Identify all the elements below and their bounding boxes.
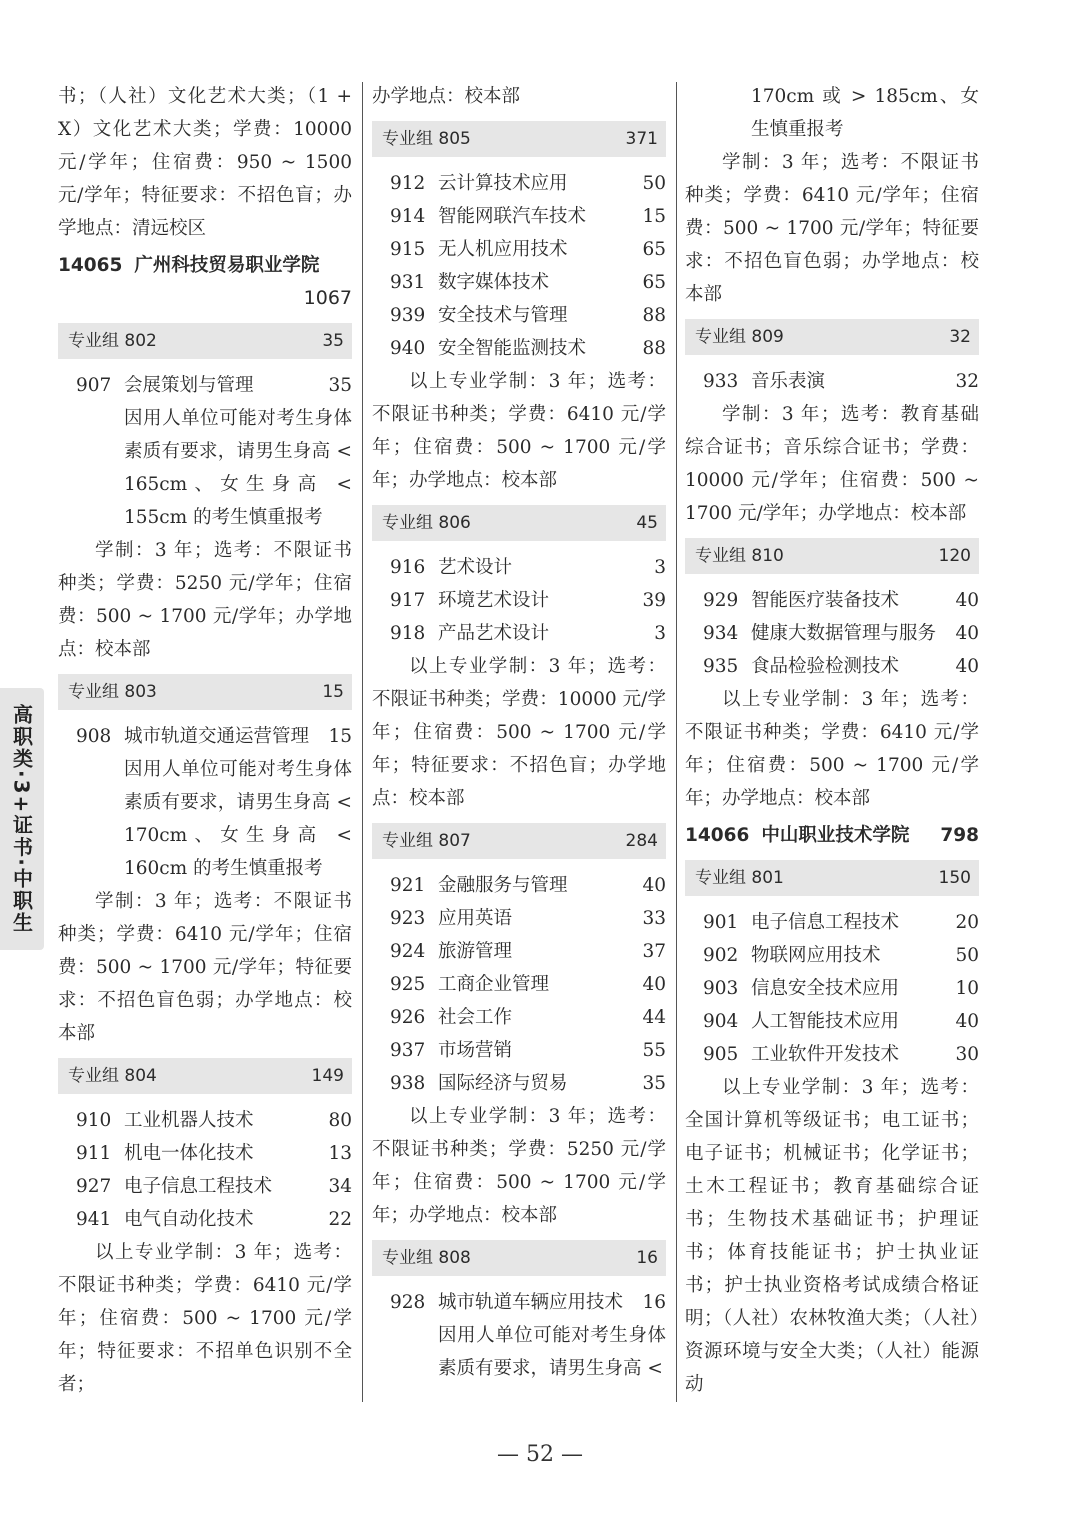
group-description: 以上专业学制：3 年；选考：不限证书种类；学费：5250 元/学年；住宿费：500 ~ 1700 元/学年；办学地点：校本部	[372, 1106, 666, 1226]
major-row	[372, 200, 666, 233]
major-row	[685, 972, 979, 1005]
school-quota: 1067	[303, 287, 352, 309]
major-name: 健康大数据管理与服务	[751, 623, 937, 644]
major-code: 929	[703, 590, 739, 611]
major-name: 智能医疗装备技术	[751, 590, 900, 611]
group-label: 专业组 807	[382, 830, 471, 851]
major-quota: 40	[642, 875, 666, 896]
major-quota: 80	[328, 1110, 352, 1131]
major-row	[372, 869, 666, 902]
major-quota: 40	[642, 974, 666, 995]
major-group-header	[685, 538, 979, 574]
major-row	[372, 266, 666, 299]
major-code: 923	[390, 908, 426, 929]
group-description: 以上专业学制：3 年；选考：不限证书种类；学费：6410 元/学年；住宿费：500 ~ 1700 元/学年；特征要求：不招单色识别不全者；	[58, 1242, 352, 1395]
major-code: 916	[390, 557, 426, 578]
major-code: 935	[703, 656, 739, 677]
major-quota: 20	[955, 912, 979, 933]
major-quota: 32	[955, 371, 979, 392]
major-name: 城市轨道车辆应用技术	[438, 1292, 624, 1313]
major-row	[372, 902, 666, 935]
major-row	[372, 233, 666, 266]
major-quota: 40	[955, 623, 979, 644]
major-group-header	[372, 505, 666, 541]
major-row	[58, 1104, 352, 1137]
major-row	[372, 968, 666, 1001]
school-header	[58, 249, 352, 282]
group-description: 以上专业学制：3 年；选考：不限证书种类；学费：6410 元/学年；住宿费：500 ~ 1700 元/学年；办学地点：校本部	[685, 689, 979, 809]
school-code: 14065	[58, 255, 123, 276]
major-row	[372, 1067, 666, 1100]
major-quota: 37	[642, 941, 666, 962]
school-quota: 798	[940, 825, 979, 846]
column-divider	[676, 82, 677, 1402]
major-quota: 50	[955, 945, 979, 966]
major-quota: 88	[642, 305, 666, 326]
major-name: 电子信息工程技术	[124, 1176, 273, 1197]
group-count: 15	[322, 681, 344, 702]
major-row	[372, 299, 666, 332]
major-name: 环境艺术设计	[438, 590, 550, 611]
major-row	[372, 167, 666, 200]
major-code: 921	[390, 875, 426, 896]
major-group-header	[685, 860, 979, 896]
group-label: 专业组 804	[68, 1065, 157, 1086]
major-row	[58, 1137, 352, 1170]
major-row	[372, 1286, 666, 1319]
major-code: 907	[76, 375, 112, 396]
major-name: 音乐表演	[751, 371, 826, 392]
major-code: 937	[390, 1040, 426, 1061]
major-code: 928	[390, 1292, 426, 1313]
major-code: 905	[703, 1044, 739, 1065]
major-code: 934	[703, 623, 739, 644]
group-count: 284	[625, 830, 658, 851]
major-quota: 55	[642, 1040, 666, 1061]
major-row	[372, 584, 666, 617]
major-quota: 50	[642, 173, 666, 194]
major-quota: 88	[642, 338, 666, 359]
group-label: 专业组 810	[695, 545, 784, 566]
group-description: 学制：3 年；选考：不限证书种类；学费：6410 元/学年；住宿费：500 ~ 1700 元/学年；特征要求：不招色盲色弱；办学地点：校本部	[685, 152, 979, 305]
major-quota: 44	[642, 1007, 666, 1028]
major-name: 食品检验检测技术	[751, 656, 900, 677]
major-code: 918	[390, 623, 426, 644]
school-header	[685, 819, 979, 852]
major-code: 902	[703, 945, 739, 966]
major-name: 旅游管理	[438, 941, 513, 962]
group-label: 专业组 802	[68, 330, 157, 351]
major-quota: 30	[955, 1044, 979, 1065]
major-name: 国际经济与贸易	[438, 1073, 568, 1094]
major-note-continued: 170cm 或 > 185cm、女生慎重报考	[751, 86, 979, 140]
major-group-header	[58, 674, 352, 710]
major-code: 940	[390, 338, 426, 359]
group-count: 45	[636, 512, 658, 533]
column-divider	[362, 82, 363, 1402]
major-quota: 39	[642, 590, 666, 611]
group-label: 专业组 803	[68, 681, 157, 702]
major-quota: 33	[642, 908, 666, 929]
major-quota: 13	[328, 1143, 352, 1164]
group-description: 学制：3 年；选考：不限证书种类；学费：5250 元/学年；住宿费：500 ~ 1700 元/学年；办学地点：校本部	[58, 540, 352, 660]
major-name: 产品艺术设计	[438, 623, 550, 644]
major-code: 938	[390, 1073, 426, 1094]
major-code: 904	[703, 1011, 739, 1032]
column-3	[685, 80, 979, 1401]
major-name: 数字媒体技术	[438, 272, 550, 293]
group-description: 以上专业学制：3 年；选考：不限证书种类；学费：6410 元/学年；住宿费：500 ~ 1700 元/学年；办学地点：校本部	[372, 371, 666, 491]
major-row	[685, 1005, 979, 1038]
major-name: 艺术设计	[438, 557, 513, 578]
major-code: 911	[76, 1143, 112, 1164]
major-group-header	[372, 823, 666, 859]
group-count: 32	[949, 326, 971, 347]
major-name: 机电一体化技术	[124, 1143, 254, 1164]
column-1	[58, 80, 352, 1401]
major-name: 物联网应用技术	[751, 945, 881, 966]
major-row	[372, 1001, 666, 1034]
major-code: 924	[390, 941, 426, 962]
group-count: 16	[636, 1247, 658, 1268]
major-row	[372, 935, 666, 968]
major-quota: 35	[328, 375, 352, 396]
major-name: 安全技术与管理	[438, 305, 568, 326]
major-row	[372, 551, 666, 584]
major-name: 电子信息工程技术	[751, 912, 900, 933]
major-row	[58, 720, 352, 753]
group-count: 149	[311, 1065, 344, 1086]
group-label: 专业组 808	[382, 1247, 471, 1268]
page-number: — 52 —	[497, 1442, 583, 1467]
major-code: 914	[390, 206, 426, 227]
intro-paragraph: 办学地点：校本部	[372, 86, 521, 107]
major-note: 因用人单位可能对考生身体素质有要求，请男生身高 < 165cm、女生身高 < 155cm 的考生慎重报考	[124, 408, 352, 528]
major-row	[685, 650, 979, 683]
major-code: 933	[703, 371, 739, 392]
major-name: 信息安全技术应用	[751, 978, 900, 999]
major-code: 941	[76, 1209, 112, 1230]
major-code: 910	[76, 1110, 112, 1131]
major-row	[372, 617, 666, 650]
major-code: 931	[390, 272, 426, 293]
major-quota: 3	[654, 623, 666, 644]
major-code: 901	[703, 912, 739, 933]
major-name: 应用英语	[438, 908, 513, 929]
major-row	[372, 1034, 666, 1067]
major-row	[685, 617, 979, 650]
column-2	[372, 80, 666, 1385]
major-group-header	[372, 1240, 666, 1276]
major-group-header	[372, 121, 666, 157]
group-description: 以上专业学制：3 年；选考：不限证书种类；学费：10000 元/学年；住宿费：500 ~ 1700 元/学年；特征要求：不招色盲；办学地点：校本部	[372, 656, 666, 809]
major-name: 云计算技术应用	[438, 173, 568, 194]
group-description: 学制：3 年；选考：教育基础综合证书；音乐综合证书；学费：10000 元/学年；住宿费：500 ~ 1700 元/学年；办学地点：校本部	[685, 404, 979, 524]
major-name: 工业机器人技术	[124, 1110, 254, 1131]
school-name: 中山职业技术学院	[761, 825, 910, 846]
major-row	[685, 584, 979, 617]
major-quota: 35	[642, 1073, 666, 1094]
major-quota: 10	[955, 978, 979, 999]
major-quota: 34	[328, 1176, 352, 1197]
major-row	[685, 365, 979, 398]
major-name: 会展策划与管理	[124, 375, 254, 396]
school-name: 广州科技贸易职业学院	[134, 255, 320, 276]
major-name: 无人机应用技术	[438, 239, 568, 260]
major-quota: 40	[955, 1011, 979, 1032]
major-quota: 40	[955, 656, 979, 677]
group-label: 专业组 806	[382, 512, 471, 533]
section-side-tab	[0, 688, 44, 950]
major-row	[58, 1203, 352, 1236]
major-row	[685, 1038, 979, 1071]
major-quota: 15	[642, 206, 666, 227]
major-code: 926	[390, 1007, 426, 1028]
group-label: 专业组 805	[382, 128, 471, 149]
side-tab-label: 高职类·3+证书·中职生	[9, 704, 34, 934]
major-quota: 22	[328, 1209, 352, 1230]
major-group-header	[58, 1058, 352, 1094]
major-name: 安全智能监测技术	[438, 338, 587, 359]
group-count: 35	[322, 330, 344, 351]
group-count: 371	[625, 128, 658, 149]
major-note: 因用人单位可能对考生身体素质有要求，请男生身高 <	[438, 1325, 666, 1379]
major-row	[685, 906, 979, 939]
group-count: 150	[938, 867, 971, 888]
group-label: 专业组 809	[695, 326, 784, 347]
major-code: 915	[390, 239, 426, 260]
major-name: 金融服务与管理	[438, 875, 568, 896]
major-group-header	[58, 323, 352, 359]
major-code: 927	[76, 1176, 112, 1197]
major-code: 925	[390, 974, 426, 995]
major-quota: 15	[328, 726, 352, 747]
major-code: 908	[76, 726, 112, 747]
major-quota: 65	[642, 272, 666, 293]
major-row	[58, 369, 352, 402]
major-row	[372, 332, 666, 365]
major-quota: 40	[955, 590, 979, 611]
major-row	[58, 1170, 352, 1203]
major-code: 939	[390, 305, 426, 326]
major-code: 903	[703, 978, 739, 999]
group-description: 以上专业学制：3 年；选考：全国计算机等级证书；电工证书；电子证书；机械证书；化学证书；土木工程证书；教育基础综合证书；生物技术基础证书；护理证书；体育技能证书；护士执业证书；护士执业资格考试成绩合格证明；（人社）农林牧渔大类；（人社）资源环境与安全大类；（人社）能源动	[685, 1077, 979, 1395]
major-quota: 65	[642, 239, 666, 260]
school-code: 14066	[685, 825, 750, 846]
major-name: 市场营销	[438, 1040, 513, 1061]
major-quota: 3	[654, 557, 666, 578]
major-name: 工商企业管理	[438, 974, 550, 995]
group-description: 学制：3 年；选考：不限证书种类；学费：6410 元/学年；住宿费：500 ~ 1700 元/学年；特征要求：不招色盲色弱；办学地点：校本部	[58, 891, 352, 1044]
major-note: 因用人单位可能对考生身体素质有要求，请男生身高 < 170cm、女生身高 < 160cm 的考生慎重报考	[124, 759, 352, 879]
group-count: 120	[938, 545, 971, 566]
major-name: 工业软件开发技术	[751, 1044, 900, 1065]
major-group-header	[685, 319, 979, 355]
major-row	[685, 939, 979, 972]
major-name: 社会工作	[438, 1007, 513, 1028]
major-name: 城市轨道交通运营管理	[124, 726, 310, 747]
major-name: 人工智能技术应用	[751, 1011, 900, 1032]
intro-paragraph: 书；（人社）文化艺术大类；（1 + X）文化艺术大类；学费：10000元/学年；住宿费：950 ~ 1500 元/学年；特征要求：不招色盲；办学地点：清远校区	[58, 86, 352, 239]
major-code: 912	[390, 173, 426, 194]
major-quota: 16	[642, 1292, 666, 1313]
major-name: 电气自动化技术	[124, 1209, 254, 1230]
group-label: 专业组 801	[695, 867, 784, 888]
major-code: 917	[390, 590, 426, 611]
major-name: 智能网联汽车技术	[438, 206, 587, 227]
